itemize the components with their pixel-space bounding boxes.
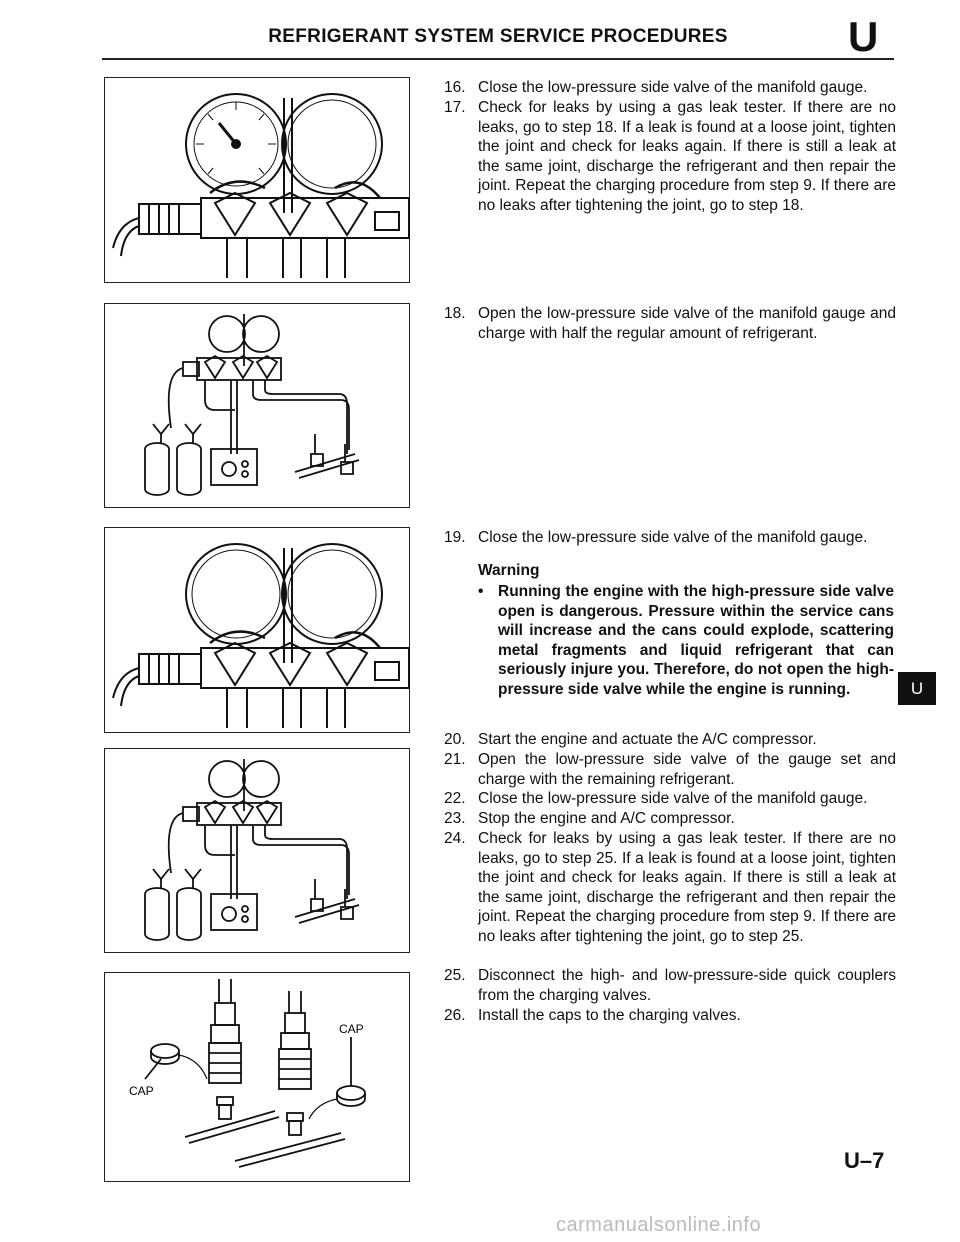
step-text: Start the engine and actuate the A/C compressor. bbox=[478, 731, 817, 748]
step-number: 23. bbox=[444, 810, 466, 827]
step-number: 25. bbox=[444, 967, 466, 984]
figure-charging-setup-2 bbox=[104, 748, 410, 953]
step-22 bbox=[444, 789, 896, 809]
step-text: Open the low-pressure side valve of the gauge set and charge with the remaining refrigerant. bbox=[478, 751, 896, 788]
step-17 bbox=[444, 98, 896, 215]
step-text: Open the low-pressure side valve of the manifold gauge and charge with half the regular amount of refrigerant. bbox=[478, 305, 896, 342]
page-number: U–7 bbox=[844, 1148, 885, 1173]
step-text: Check for leaks by using a gas leak tester. If there are no leaks, go to step 25. If a leak is found at a loose joint, tighten the joint and check for leaks again. If there is still a leak at the same joint, discharge the refrigerant and then repair the joint. Repeat the charging procedure from step 9. If there are no leaks after tightening the joint, go to step 25. bbox=[478, 830, 896, 945]
warning-title: Warning bbox=[478, 562, 540, 579]
figure-charging-setup-1 bbox=[104, 303, 410, 508]
figure-manifold-gauge-1 bbox=[104, 77, 410, 283]
figure-manifold-gauge-2 bbox=[104, 527, 410, 733]
watermark: carmanualsonline.info bbox=[556, 1214, 762, 1236]
step-16 bbox=[444, 78, 896, 98]
step-text: Disconnect the high- and low-pressure-side quick couplers from the charging valves. bbox=[478, 967, 896, 1004]
step-number: 20. bbox=[444, 731, 466, 748]
step-text: Stop the engine and A/C compressor. bbox=[478, 810, 735, 827]
page-title: REFRIGERANT SYSTEM SERVICE PROCEDURES bbox=[268, 26, 728, 47]
step-text: Close the low-pressure side valve of the manifold gauge. bbox=[478, 79, 868, 96]
step-number: 18. bbox=[444, 305, 466, 322]
section-letter: U bbox=[848, 13, 879, 60]
step-26 bbox=[444, 1006, 896, 1026]
header-rule bbox=[102, 58, 894, 60]
step-25 bbox=[444, 966, 896, 1005]
step-number: 19. bbox=[444, 529, 466, 546]
step-number: 16. bbox=[444, 79, 466, 96]
step-24 bbox=[444, 829, 896, 946]
step-20 bbox=[444, 730, 896, 750]
figure-charging-valve-caps bbox=[104, 972, 410, 1182]
step-text: Check for leaks by using a gas leak tester. If there are no leaks, go to step 18. If a leak is found at a loose joint, tighten the joint and check for leaks again. If there is still a leak at the same joint, discharge the refrigerant and then repair the joint. Repeat the charging procedure from step 9. If there are no leaks after tightening the joint, go to step 18. bbox=[478, 99, 896, 214]
step-number: 26. bbox=[444, 1007, 466, 1024]
step-19 bbox=[444, 528, 896, 548]
warning-body bbox=[478, 582, 894, 699]
step-21 bbox=[444, 750, 896, 789]
section-tab: U bbox=[898, 672, 936, 705]
step-number: 21. bbox=[444, 751, 466, 768]
step-18 bbox=[444, 304, 896, 343]
cap-label-left: CAP bbox=[129, 1084, 154, 1098]
cap-label-right: CAP bbox=[339, 1022, 364, 1036]
step-number: 24. bbox=[444, 830, 466, 847]
warning-bullet: • bbox=[478, 583, 484, 600]
step-23 bbox=[444, 809, 896, 829]
step-text: Close the low-pressure side valve of the manifold gauge. bbox=[478, 529, 868, 546]
step-number: 22. bbox=[444, 790, 466, 807]
warning-text: Running the engine with the high-pressure side valve open is dangerous. Pressure within the service cans will increase and the cans could explode, scattering metal fragments and liquid refrigerant that can seriously injure you. Therefore, do not open the high-pressure side valve while the engine is running. bbox=[498, 583, 894, 698]
step-text: Close the low-pressure side valve of the manifold gauge. bbox=[478, 790, 868, 807]
step-text: Install the caps to the charging valves. bbox=[478, 1007, 741, 1024]
step-number: 17. bbox=[444, 99, 466, 116]
